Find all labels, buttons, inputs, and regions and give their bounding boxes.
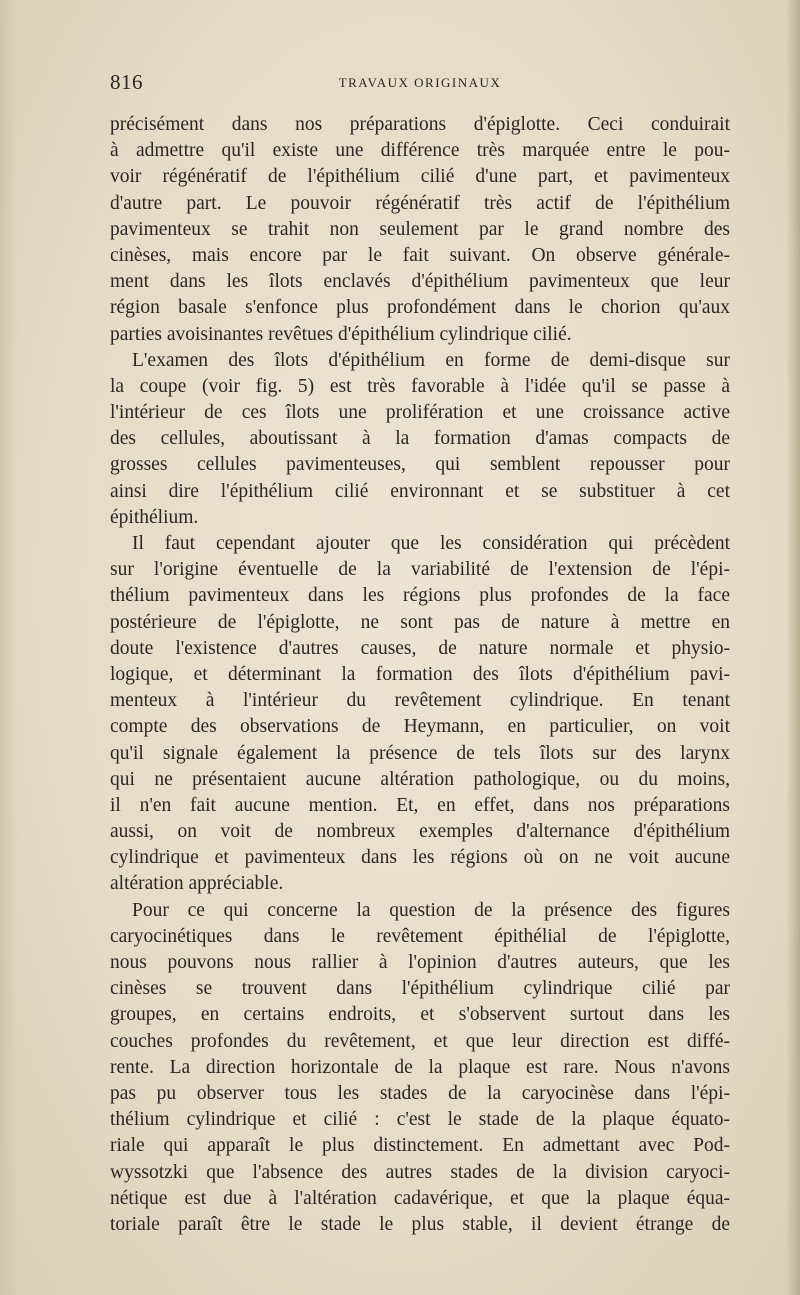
text-line: épithélium. [110, 506, 199, 528]
text-line: thélium cylindrique et cilié : c'est le stade de la plaque équato- [110, 1109, 730, 1131]
text-line: caryocinétiques dans le revêtement épithélial de l'épiglotte, [110, 925, 730, 947]
text-line: menteux à l'intérieur du revêtement cylindrique. En tenant [110, 690, 730, 712]
text-line: toriale paraît être le stade le plus stable, il devient étrange de [110, 1213, 730, 1235]
text-line: doute l'existence d'autres causes, de nature normale et physio- [110, 637, 730, 659]
text-line: nétique est due à l'altération cadavérique, et que la plaque équa- [110, 1187, 730, 1209]
text-line: à admettre qu'il existe une différence très marquée entre le pou- [110, 140, 730, 162]
text-line: il n'en fait aucune mention. Et, en effet, dans nos préparations [110, 794, 730, 816]
page-header [110, 70, 730, 96]
text-line: thélium pavimenteux dans les régions plus profondes de la face [110, 585, 730, 607]
text-line: aussi, on voit de nombreux exemples d'alternance d'épithélium [110, 821, 730, 843]
text-line: altération appréciable. [110, 873, 284, 895]
text-line: L'examen des îlots d'épithélium en forme de demi-disque sur [132, 349, 730, 371]
text-line: d'autre part. Le pouvoir régénératif très actif de l'épithélium [110, 192, 730, 214]
page-edge-shadow-left [0, 0, 18, 1295]
text-line: grosses cellules pavimenteuses, qui semblent repousser pour [110, 454, 730, 476]
text-line: groupes, en certains endroits, et s'observent surtout dans les [110, 1004, 730, 1026]
text-line: la coupe (voir fig. 5) est très favorable à l'idée qu'il se passe à [110, 375, 730, 397]
text-line: cinèses, mais encore par le fait suivant. On observe générale- [110, 244, 730, 266]
body-text [110, 112, 730, 1238]
text-line: Il faut cependant ajouter que les considération qui précèdent [132, 533, 730, 554]
text-line: compte des observations de Heymann, en particulier, on voit [110, 716, 730, 738]
text-line: rente. La direction horizontale de la plaque est rare. Nous n'avons [110, 1056, 730, 1078]
text-line: qu'il signale également la présence de tels îlots sur des larynx [110, 742, 730, 764]
text-line: ainsi dire l'épithélium cilié environnant et se substituer à cet [110, 480, 730, 502]
running-head: TRAVAUX ORIGINAUX [338, 75, 502, 90]
paragraph [110, 531, 730, 898]
text-line: pas pu observer tous les stades de la caryocinèse dans l'épi- [110, 1082, 730, 1104]
text-line: des cellules, aboutissant à la formation d'amas compacts de [110, 428, 730, 450]
page-number: 816 [110, 70, 143, 94]
text-line: sur l'origine éventuelle de la variabilité de l'extension de l'épi- [110, 559, 730, 581]
paragraph [110, 898, 730, 1238]
text-line: wyssotzki que l'absence des autres stades de la division caryoci- [110, 1161, 730, 1183]
paragraph [110, 112, 730, 348]
text-line: l'intérieur de ces îlots une prolifération et une croissance active [110, 402, 730, 424]
text-line: couches profondes du revêtement, et que leur direction est diffé- [110, 1030, 730, 1052]
text-line: logique, et déterminant la formation des îlots d'épithélium pavi- [110, 663, 730, 685]
text-line: qui ne présentaient aucune altération pathologique, ou du moins, [110, 768, 730, 790]
text-line: Pour ce qui concerne la question de la présence des figures [132, 899, 730, 921]
text-line: cinèses se trouvent dans l'épithélium cylindrique cilié par [110, 978, 730, 1000]
text-line: région basale s'enfonce plus profondément dans le chorion qu'aux [110, 297, 730, 319]
text-line: cylindrique et pavimenteux dans les régions où on ne voit aucune [110, 847, 730, 869]
text-line: parties avoisinantes revêtues d'épithélium cylindrique cilié. [110, 323, 572, 345]
text-line: pavimenteux se trahit non seulement par le grand nombre des [110, 218, 730, 240]
page-edge-shadow-right [786, 0, 800, 1295]
text-line: précisément dans nos préparations d'épiglotte. Ceci conduirait [110, 114, 730, 135]
text-line: postérieure de l'épiglotte, ne sont pas de nature à mettre en [110, 611, 730, 633]
text-line: voir régénératif de l'épithélium cilié d'une part, et pavimenteux [110, 166, 730, 188]
text-line: ment dans les îlots enclavés d'épithélium pavimenteux que leur [110, 271, 730, 293]
paragraph [110, 348, 730, 531]
text-line: nous pouvons nous rallier à l'opinion d'autres auteurs, que les [110, 952, 730, 973]
text-line: riale qui apparaît le plus distinctement. En admettant avec Pod- [110, 1135, 730, 1157]
